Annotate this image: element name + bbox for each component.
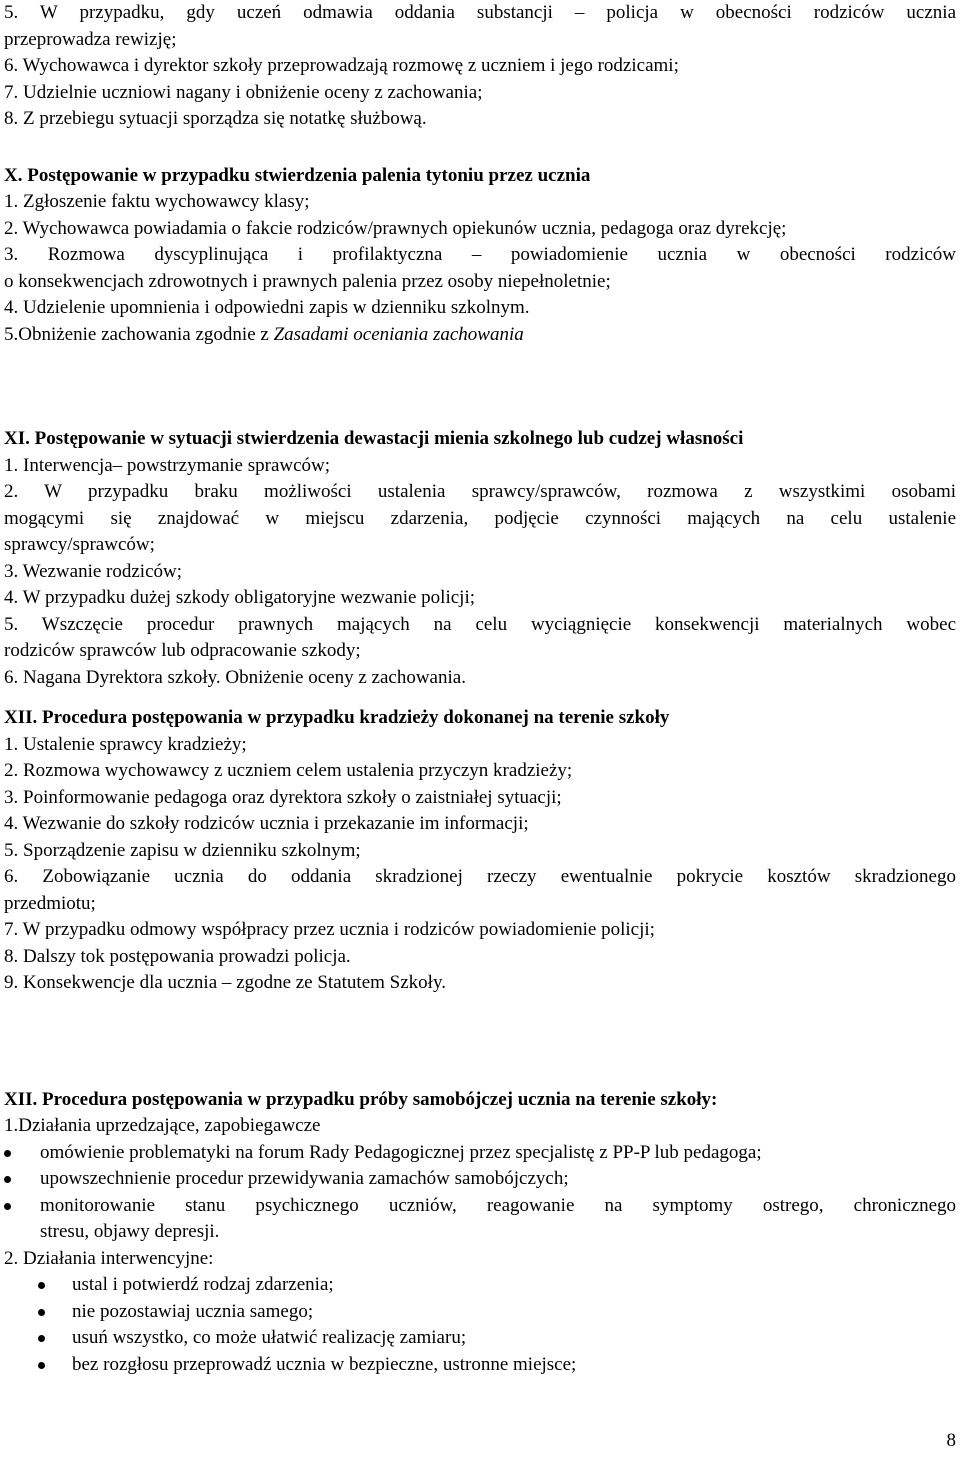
list-item <box>4 322 956 349</box>
list-item: o konsekwencjach zdrowotnych i prawnych palenia przez osoby niepełnoletnie; <box>4 270 611 292</box>
bullet-item <box>4 1272 956 1299</box>
list-item: 3. Wezwanie rodziców; <box>4 560 183 582</box>
bullet-icon <box>38 1309 45 1316</box>
bullet-icon <box>4 1150 11 1157</box>
list-item: 4. Wezwanie do szkoły rodziców ucznia i przekazanie im informacji; <box>4 813 529 834</box>
item-text: 5.Obniżenie zachowania zgodnie z <box>4 323 274 345</box>
section-heading: XII. Procedura postępowania w przypadku próby samobójczej ucznia na terenie szkoły: <box>4 1088 718 1110</box>
list-item: 2. W przypadku braku możliwości ustalenia sprawcy/sprawców, rozmowa z wszystkimi osobami <box>4 481 956 502</box>
list-item: 9. Konsekwencje dla ucznia – zgodne ze Statutem Szkoły. <box>4 972 446 993</box>
list-item: 5. Sporządzenie zapisu w dzienniku szkolnym; <box>4 839 361 861</box>
list-item: 2. Wychowawca powiadamia o fakcie rodziców/prawnych opiekunów ucznia, pedagoga oraz dyrekcję; <box>4 217 787 239</box>
list-item: 3. Rozmowa dyscyplinująca i profilaktyczna – powiadomienie ucznia w obecności rodziców <box>4 244 956 265</box>
list-item: przedmiotu; <box>4 892 96 914</box>
bullet-icon <box>38 1362 45 1369</box>
bullet-item <box>4 1166 956 1193</box>
bullet-text: stresu, objawy depresji. <box>40 1221 220 1242</box>
section-heading: X. Postępowanie w przypadku stwierdzenia palenia tytoniu przez ucznia <box>4 164 591 186</box>
bullet-item <box>4 1140 956 1167</box>
bullet-item <box>4 1299 956 1326</box>
subsection-title: 1.Działania uprzedzające, zapobiegawcze <box>4 1115 321 1136</box>
bullet-text: ustal i potwierdź rodzaj zdarzenia; <box>72 1274 334 1295</box>
bullet-icon <box>4 1176 11 1183</box>
list-item: mogącymi się znajdować w miejscu zdarzenia, podjęcie czynności mających na celu ustalenie <box>4 507 956 529</box>
list-item: 4. Udzielenie upomnienia i odpowiedni zapis w dzienniku szkolnym. <box>4 297 530 318</box>
list-item: 2. Rozmowa wychowawcy z uczniem celem ustalenia przyczyn kradzieży; <box>4 760 573 781</box>
bullet-item <box>4 1325 956 1352</box>
list-item: 6. Zobowiązanie ucznia do oddania skradzionej rzeczy ewentualnie pokrycie kosztów skradzionego <box>4 866 956 887</box>
list-item: 1. Ustalenie sprawcy kradzieży; <box>4 733 247 755</box>
list-item: 7. Udzielnie uczniowi nagany i obniżenie oceny z zachowania; <box>4 81 483 103</box>
list-item: 7. W przypadku odmowy współpracy przez ucznia i rodziców powiadomienie policji; <box>4 919 655 940</box>
list-item: 1. Zgłoszenie faktu wychowawcy klasy; <box>4 191 310 212</box>
bullet-item <box>4 1193 956 1246</box>
item-italic-text: Zasadami oceniania zachowania <box>273 323 524 345</box>
section-heading: XI. Postępowanie w sytuacji stwierdzenia dewastacji mienia szkolnego lub cudzej własności <box>4 428 744 449</box>
subsection-title: 2. Działania interwencyjne: <box>4 1247 214 1269</box>
list-item: 3. Poinformowanie pedagoga oraz dyrektora szkoły o zaistniałej sytuacji; <box>4 786 562 808</box>
list-item: przeprowadza rewizję; <box>4 28 177 50</box>
list-item: 8. Dalszy tok postępowania prowadzi policja. <box>4 945 351 967</box>
bullet-text: nie pozostawiaj ucznia samego; <box>72 1300 314 1322</box>
section-heading: XII. Procedura postępowania w przypadku kradzieży dokonanej na terenie szkoły <box>4 707 670 728</box>
bullet-text: usuń wszystko, co może ułatwić realizację zamiaru; <box>72 1327 467 1348</box>
bullet-text: monitorowanie stanu psychicznego uczniów, reagowanie na symptomy ostrego, chronicznego <box>40 1194 956 1216</box>
list-item: 1. Interwencja– powstrzymanie sprawców; <box>4 454 331 476</box>
list-item: 5. Wszczęcie procedur prawnych mających na celu wyciągnięcie konsekwencji materialnych wobec <box>4 613 956 635</box>
list-item: 6. Wychowawca i dyrektor szkoły przeprowadzają rozmowę z uczniem i jego rodzicami; <box>4 55 679 76</box>
bullet-icon <box>38 1282 45 1289</box>
list-item: rodziców sprawców lub odpracowanie szkody; <box>4 640 361 661</box>
bullet-text: bez rozgłosu przeprowadź ucznia w bezpieczne, ustronne miejsce; <box>72 1353 577 1375</box>
bullet-icon <box>38 1335 45 1342</box>
bullet-item <box>4 1352 956 1379</box>
list-item: 8. Z przebiegu sytuacji sporządza się notatkę służbową. <box>4 108 427 129</box>
bullet-icon <box>4 1203 11 1210</box>
list-item: 4. W przypadku dużej szkody obligatoryjne wezwanie policji; <box>4 587 476 608</box>
page-number: 8 <box>946 1430 956 1451</box>
document-page <box>4 0 956 1378</box>
bullet-text: upowszechnienie procedur przewidywania zamachów samobójczych; <box>40 1168 569 1189</box>
bullet-text: omówienie problematyki na forum Rady Pedagogicznej przez specjalistę z PP-P lub pedagoga; <box>40 1141 762 1163</box>
list-item: 5. W przypadku, gdy uczeń odmawia oddania substancji – policja w obecności rodziców ucznia <box>4 2 956 23</box>
list-item: 6. Nagana Dyrektora szkoły. Obniżenie oceny z zachowania. <box>4 666 466 688</box>
list-item: sprawcy/sprawców; <box>4 534 155 555</box>
